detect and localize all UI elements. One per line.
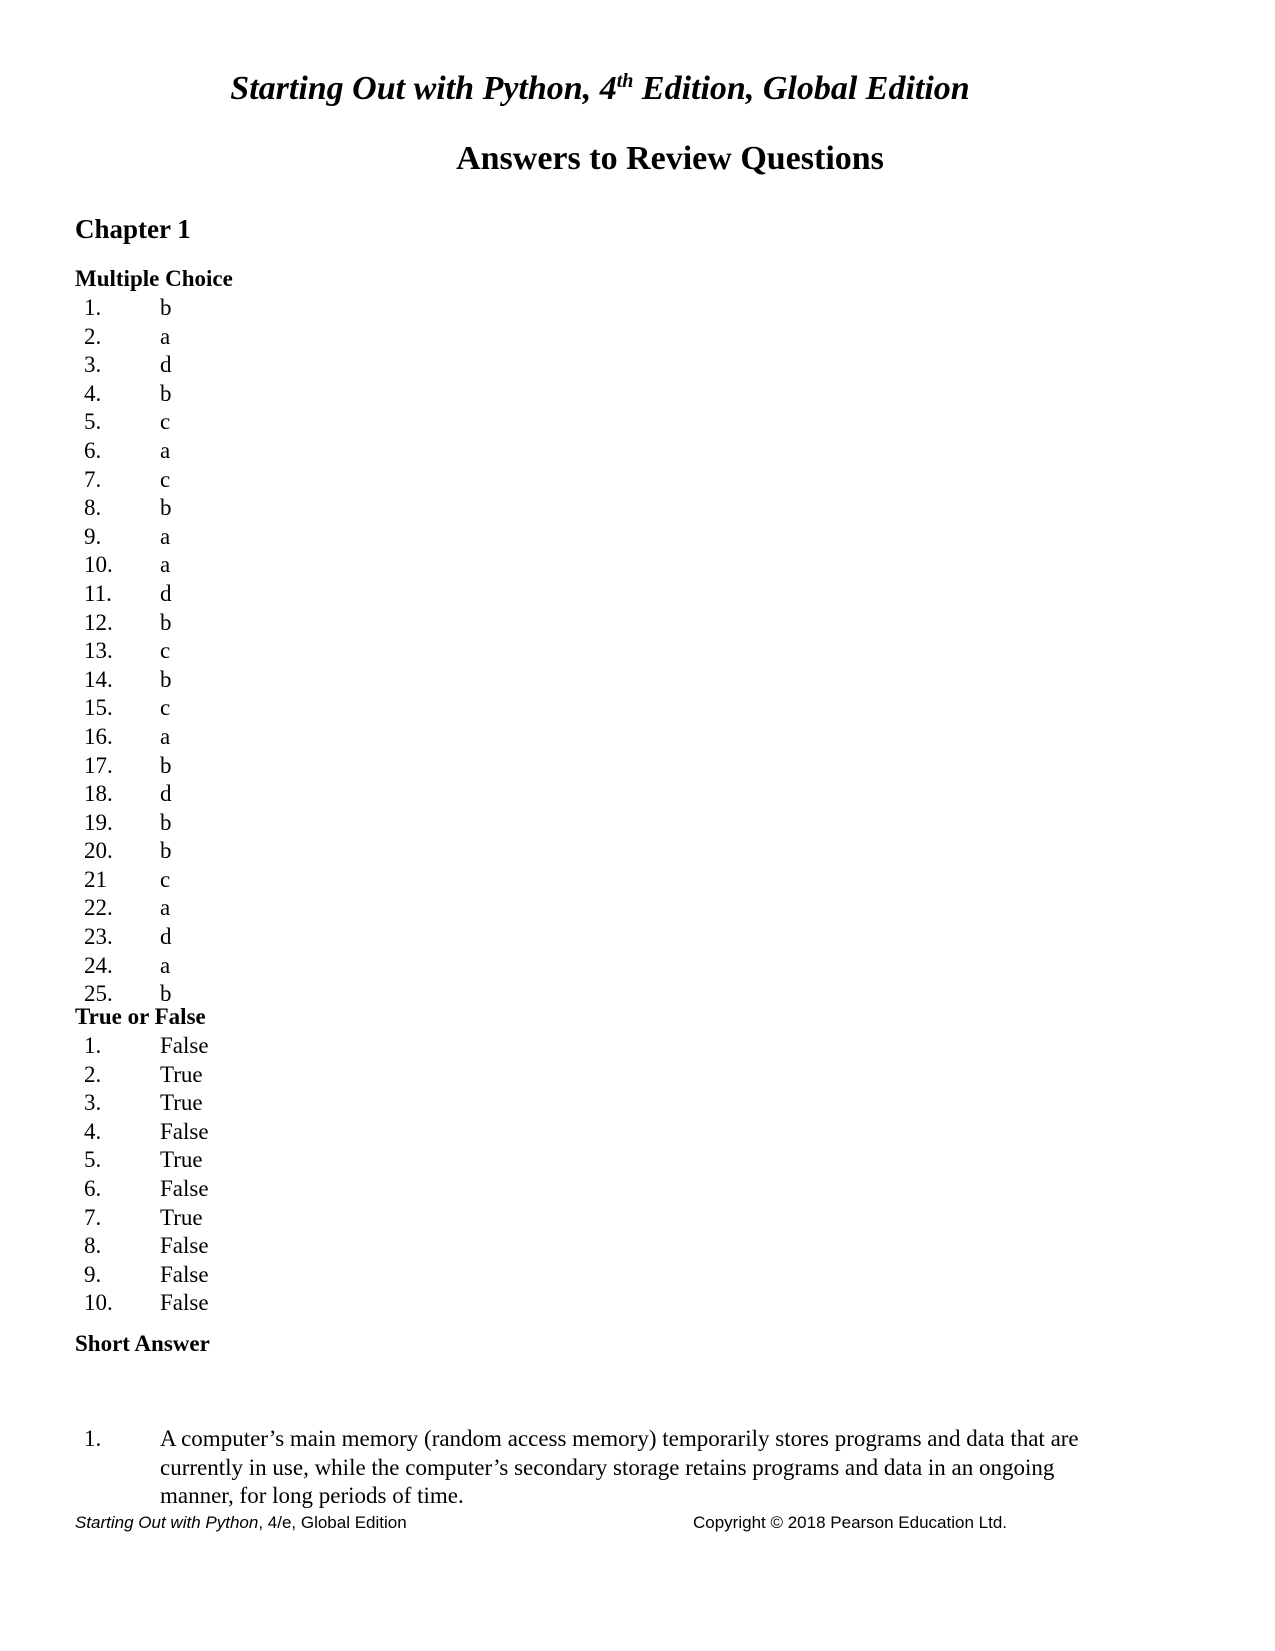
multiple-choice-item xyxy=(84,723,172,752)
multiple-choice-item xyxy=(84,866,172,895)
footer-copyright: Copyright © 2018 Pearson Education Ltd. xyxy=(693,1513,1008,1532)
true-false-item xyxy=(84,1232,209,1261)
title-part-2: Edition, Global Edition xyxy=(633,70,970,107)
question-number: 19. xyxy=(84,809,113,835)
question-number: 2. xyxy=(84,1061,102,1087)
question-number: 7. xyxy=(84,1204,102,1230)
answer-value: b xyxy=(160,495,172,521)
multiple-choice-item xyxy=(84,580,172,609)
answer-value: b xyxy=(160,609,172,635)
multiple-choice-list xyxy=(84,294,172,1009)
question-number: 6. xyxy=(84,437,102,463)
answer-value: d xyxy=(160,352,172,378)
short-answer-number: 1. xyxy=(84,1426,102,1451)
multiple-choice-item xyxy=(84,809,172,838)
document-title xyxy=(0,70,1275,108)
footer-book-title: Starting Out with Python xyxy=(75,1513,259,1532)
answer-value: c xyxy=(160,638,171,664)
answer-value: b xyxy=(160,752,172,778)
multiple-choice-item xyxy=(84,466,172,495)
question-number: 16. xyxy=(84,723,113,749)
answer-value: False xyxy=(160,1175,209,1201)
question-number: 10. xyxy=(84,552,113,578)
answer-value: a xyxy=(160,552,171,578)
question-number: 21 xyxy=(84,866,107,892)
multiple-choice-item xyxy=(84,752,172,781)
answer-value: True xyxy=(160,1061,203,1087)
footer-book-info xyxy=(75,1513,407,1533)
question-number: 18. xyxy=(84,781,113,807)
question-number: 7. xyxy=(84,466,102,492)
true-false-item xyxy=(84,1289,209,1318)
question-number: 2. xyxy=(84,323,102,349)
answer-value: a xyxy=(160,523,171,549)
multiple-choice-item xyxy=(84,437,172,466)
question-number: 4. xyxy=(84,1118,102,1144)
true-false-heading: True or False xyxy=(75,1004,206,1029)
answer-value: a xyxy=(160,437,171,463)
question-number: 1. xyxy=(84,295,102,320)
answer-value: a xyxy=(160,895,171,921)
multiple-choice-item xyxy=(84,637,172,666)
question-number: 3. xyxy=(84,1090,102,1116)
answer-value: False xyxy=(160,1233,209,1259)
question-number: 5. xyxy=(84,1147,102,1173)
answer-value: False xyxy=(160,1033,209,1058)
question-number: 17. xyxy=(84,752,113,778)
multiple-choice-heading: Multiple Choice xyxy=(75,266,233,291)
footer-edition: , 4/e, Global Edition xyxy=(258,1513,407,1532)
question-number: 10. xyxy=(84,1290,113,1316)
multiple-choice-item xyxy=(84,408,172,437)
question-number: 8. xyxy=(84,1233,102,1259)
answer-value: c xyxy=(160,466,171,492)
question-number: 9. xyxy=(84,1261,102,1287)
short-answer-item xyxy=(84,1425,1094,1511)
answer-value: b xyxy=(160,380,172,406)
answer-value: False xyxy=(160,1290,209,1316)
question-number: 24. xyxy=(84,952,113,978)
answer-value: c xyxy=(160,695,171,721)
question-number: 20. xyxy=(84,838,113,864)
multiple-choice-item xyxy=(84,294,172,323)
answer-value: a xyxy=(160,323,171,349)
question-number: 4. xyxy=(84,380,102,406)
multiple-choice-item xyxy=(84,323,172,352)
question-number: 12. xyxy=(84,609,113,635)
answer-value: b xyxy=(160,981,172,1007)
answer-value: b xyxy=(160,838,172,864)
answer-value: d xyxy=(160,580,172,606)
answer-value: True xyxy=(160,1090,203,1116)
multiple-choice-item xyxy=(84,694,172,723)
question-number: 15. xyxy=(84,695,113,721)
answer-value: b xyxy=(160,295,172,320)
question-number: 22. xyxy=(84,895,113,921)
short-answer-heading: Short Answer xyxy=(75,1331,210,1356)
multiple-choice-item xyxy=(84,837,172,866)
question-number: 23. xyxy=(84,924,113,950)
question-number: 25. xyxy=(84,981,113,1007)
answer-value: a xyxy=(160,723,171,749)
answer-value: c xyxy=(160,866,171,892)
true-false-item xyxy=(84,1175,209,1204)
question-number: 14. xyxy=(84,666,113,692)
true-false-item xyxy=(84,1089,209,1118)
true-false-item xyxy=(84,1118,209,1147)
multiple-choice-item xyxy=(84,351,172,380)
answer-value: False xyxy=(160,1261,209,1287)
document-subtitle: Answers to Review Questions xyxy=(456,140,884,177)
answer-value: True xyxy=(160,1147,203,1173)
title-superscript: th xyxy=(616,70,634,92)
true-false-list xyxy=(84,1032,209,1318)
answer-value: c xyxy=(160,409,171,435)
answer-value: False xyxy=(160,1118,209,1144)
question-number: 6. xyxy=(84,1175,102,1201)
true-false-item xyxy=(84,1204,209,1233)
multiple-choice-item xyxy=(84,666,172,695)
multiple-choice-item xyxy=(84,380,172,409)
multiple-choice-item xyxy=(84,923,172,952)
true-false-item xyxy=(84,1032,209,1061)
question-number: 3. xyxy=(84,352,102,378)
multiple-choice-item xyxy=(84,952,172,981)
multiple-choice-item xyxy=(84,551,172,580)
true-false-item xyxy=(84,1146,209,1175)
multiple-choice-item xyxy=(84,894,172,923)
question-number: 13. xyxy=(84,638,113,664)
true-false-item xyxy=(84,1261,209,1290)
answer-value: b xyxy=(160,666,172,692)
multiple-choice-item xyxy=(84,523,172,552)
answer-value: True xyxy=(160,1204,203,1230)
question-number: 5. xyxy=(84,409,102,435)
answer-value: a xyxy=(160,952,171,978)
short-answer-text: A computer’s main memory (random access memory) temporarily stores programs and data that are currently in use, while the computer’s secondary storage retains programs and data in an ongoing manner, for long periods of time. xyxy=(160,1426,1079,1509)
question-number: 1. xyxy=(84,1033,102,1058)
multiple-choice-item xyxy=(84,609,172,638)
answer-value: b xyxy=(160,809,172,835)
title-part-1: Starting Out with Python, 4 xyxy=(230,70,617,107)
question-number: 8. xyxy=(84,495,102,521)
multiple-choice-item xyxy=(84,780,172,809)
question-number: 9. xyxy=(84,523,102,549)
answer-value: d xyxy=(160,781,172,807)
chapter-heading: Chapter 1 xyxy=(75,214,191,244)
true-false-item xyxy=(84,1061,209,1090)
multiple-choice-item xyxy=(84,494,172,523)
question-number: 11. xyxy=(84,580,112,606)
answer-value: d xyxy=(160,924,172,950)
